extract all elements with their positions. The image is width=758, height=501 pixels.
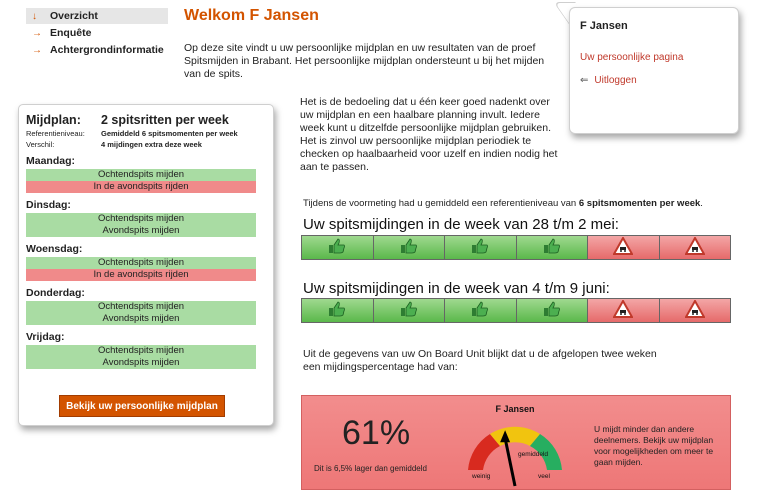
reference-text-end: . [700,198,703,209]
personal-page-link[interactable]: Uw persoonlijke pagina [580,52,684,63]
logout-icon: ⇐ [580,75,589,86]
nav-item-label: Overzicht [50,10,98,22]
plan-reference-label: Referentieniveau: [26,129,85,138]
plan-day [26,287,266,325]
plan-reference-value: Gemiddeld 6 spitsmomenten per week [101,129,238,138]
view-mijdplan-button[interactable]: Bekijk uw persoonlijke mijdplan [59,395,225,417]
plan-difference-label: Verschil: [26,140,55,149]
plan-slot: Avondspits mijden [26,225,256,237]
user-panel [569,7,739,134]
gauge-needle [505,438,515,486]
obu-text: Uit de gegevens van uw On Board Unit blijkt dat u de afgelopen twee weken een mijdingspercentage had van: [303,348,657,373]
thumbs-up-icon [471,238,489,257]
week-cell-avoided [302,299,374,322]
reference-text-bold: 6 spitsmomenten per week [578,198,701,209]
warning-icon [613,237,633,258]
week-cell-avoided [445,299,517,322]
plan-slot: In de avondspits rijden [26,181,256,193]
reference-text-start: Tijdens de voormeting had u gemiddeld een referentieniveau van [303,198,579,209]
nav-item-1[interactable] [26,25,168,41]
comparison-gauge [460,398,570,488]
week-cell-avoided [517,299,589,322]
arrow-right-icon: → [32,44,42,56]
result-box [301,395,731,490]
thumbs-up-icon [328,238,346,257]
arrow-right-icon: → [32,27,42,39]
plan-difference-value: 4 mijdingen extra deze week [101,140,202,149]
week-2-title: Uw spitsmijdingen in de week van 4 t/m 9 juni: [303,280,610,297]
mijdplan-panel [18,104,274,426]
gauge-label-low: weinig [472,473,491,480]
thumbs-up-icon [400,238,418,257]
arrow-down-icon: ↓ [32,10,37,22]
plan-day-name: Woensdag: [26,243,83,255]
gauge-label-high: veel [538,473,550,480]
user-name: F Jansen [580,20,628,32]
plan-day [26,199,266,237]
logout-label: Uitloggen [594,75,637,86]
result-message: U mijdt minder dan andere deelnemers. Bekijk uw mijdplan voor mogelijkheden om meer te gaan mijden. [594,424,714,467]
week-cell-avoided [302,236,374,259]
plan-day-name: Maandag: [26,155,76,167]
thumbs-up-icon [471,301,489,320]
thumbs-up-icon [400,301,418,320]
plan-reference [26,129,266,138]
percentage-note: Dit is 6,5% lager dan gemiddeld [314,464,427,473]
plan-label: Mijdplan: [26,113,81,127]
left-nav [26,8,168,59]
nav-item-0[interactable] [26,8,168,24]
gauge-label-mid: gemiddeld [518,451,548,458]
week-cell-avoided [374,236,446,259]
week-cell-rush [588,299,660,322]
week-cell-avoided [517,236,589,259]
intro-text: Op deze site vindt u uw persoonlijke mijdplan en uw resultaten van de proef Spitsmijden in Brabant. Het persoonlijke mijdplan ondersteunt u bij het mijden van de spits. [184,42,545,80]
plan-day [26,155,266,193]
plan-slot: Ochtendspits mijden [26,257,256,269]
plan-day [26,243,266,281]
plan-header [26,113,266,127]
plan-days [26,155,266,369]
plan-difference [26,140,266,149]
thumbs-up-icon [328,301,346,320]
gauge-user-name: F Jansen [495,404,535,414]
reference-text [303,198,703,209]
warning-icon [613,300,633,321]
week-cell-rush [660,299,731,322]
plan-day [26,331,266,369]
nav-item-label: Achtergrondinformatie [50,44,164,56]
plan-slot: Avondspits mijden [26,357,256,369]
nav-item-label: Enquête [50,27,92,39]
plan-value: 2 spitsritten per week [101,113,229,127]
plan-slot: In de avondspits rijden [26,269,256,281]
week-2-bar [301,298,731,323]
mijding-percentage: 61% [342,414,411,452]
plan-day-name: Vrijdag: [26,331,65,343]
plan-day-name: Donderdag: [26,287,85,299]
plan-day-name: Dinsdag: [26,199,71,211]
description-text: Het is de bedoeling dat u één keer goed nadenkt over uw mijdplan en een haalbare planning invult. Iedere week kunt u ditzelfde persoonlijke mijdplan gebruiken. Het is zinvol uw persoonlijke mijdplan periodiek te checken op haalbaarheid voor uzelf en indien nodig het aan te passen. [300,96,558,173]
plan-slot: Ochtendspits mijden [26,301,256,313]
page-title: Welkom F Jansen [184,7,319,24]
thumbs-up-icon [543,238,561,257]
logout-link[interactable] [580,75,728,86]
week-cell-rush [588,236,660,259]
week-cell-rush [660,236,731,259]
plan-slot: Ochtendspits mijden [26,213,256,225]
week-1-bar [301,235,731,260]
plan-slot: Avondspits mijden [26,313,256,325]
plan-slot: Ochtendspits mijden [26,169,256,181]
thumbs-up-icon [543,301,561,320]
week-cell-avoided [374,299,446,322]
week-cell-avoided [445,236,517,259]
plan-slot: Ochtendspits mijden [26,345,256,357]
warning-icon [685,300,705,321]
nav-item-2[interactable] [26,42,168,58]
warning-icon [685,237,705,258]
week-1-title: Uw spitsmijdingen in de week van 28 t/m 2 mei: [303,216,619,233]
